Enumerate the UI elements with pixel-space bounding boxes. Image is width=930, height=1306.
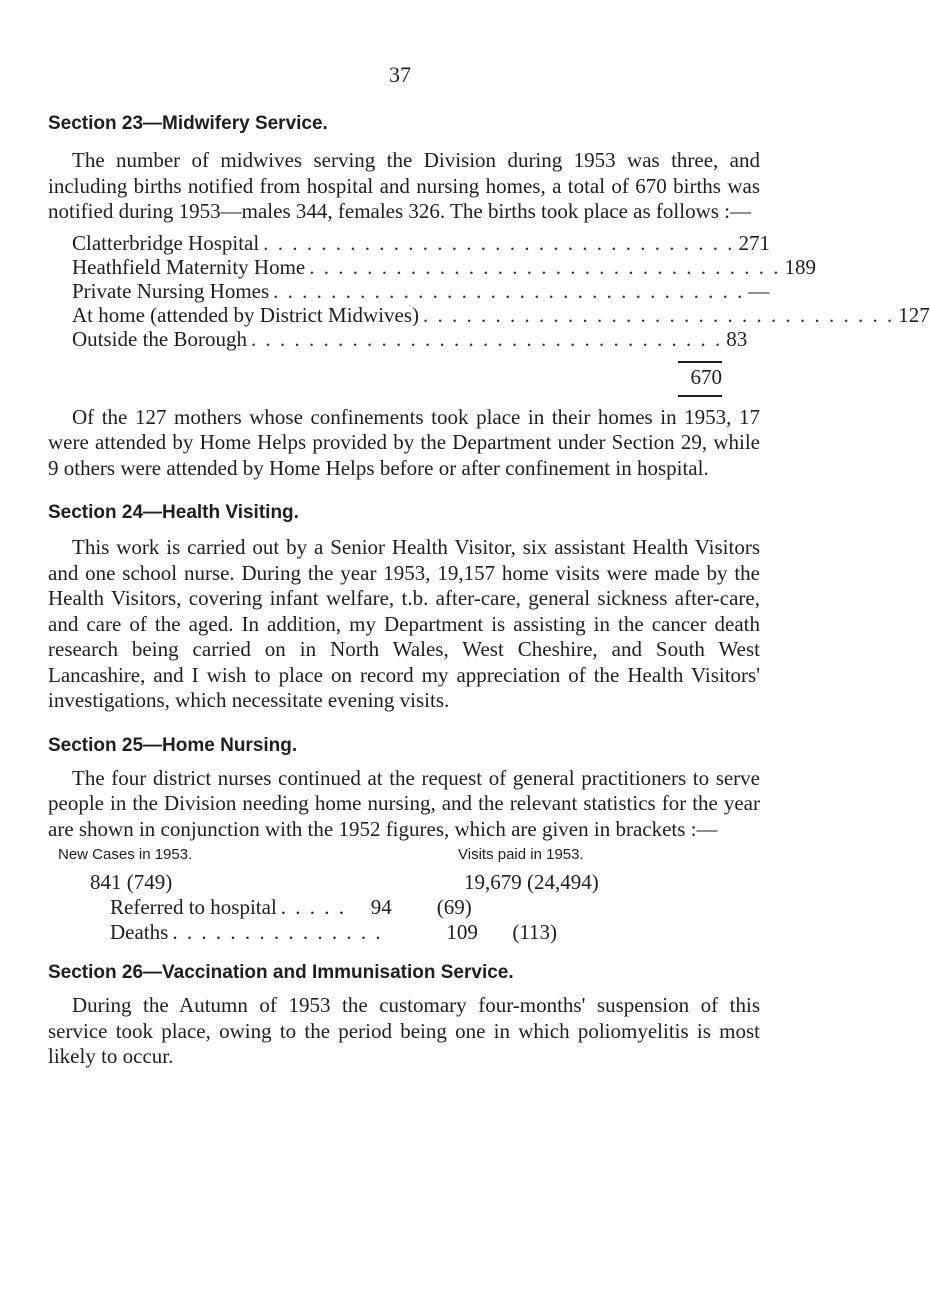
section-26-body: During the Autumn of 1953 the customary four-months' suspension of this service took place, owing to the period being one in which poliomyelitis is most likely to occur. [48, 993, 760, 1068]
births-count: 189 [784, 254, 817, 279]
births-row [72, 278, 770, 303]
section-23-followup: Of the 127 mothers whose confinements took place in their homes in 1953, 17 were attended by Home Helps provided by the Department under Section 29, while 9 others were attended by Home Helps before or after confinement in hospital. [48, 404, 760, 480]
page-number: 37 [389, 62, 411, 87]
leader-dots: . . . . . . . . . . . . . . . . . . . . . . . . . . . . . . . . . [309, 254, 781, 279]
leader-dots: . . . . . [280, 895, 347, 919]
births-place: Private Nursing Homes [72, 278, 270, 303]
col-new-cases-header: New Cases in 1953. [58, 846, 193, 863]
section-24-heading: Section 24—Health Visiting. [48, 502, 299, 523]
leader-dots: . . . . . . . . . . . . . . . [172, 920, 383, 944]
births-count: 271 [738, 230, 770, 255]
section-25-body: The four district nurses continued at the request of general practitioners to serve people in the Division needing home nursing, and the relevant statistics for the year are shown in conjunction with the 1952 figures, which are given in brackets :— [48, 765, 760, 841]
section-23-heading: Section 23—Midwifery Service. [48, 113, 328, 134]
section-25-heading: Section 25—Home Nursing. [48, 734, 298, 756]
nursing-value-1952: (113) [512, 920, 558, 944]
births-place: Outside the Borough [72, 326, 247, 351]
births-row [72, 302, 930, 327]
leader-dots: . . . . . . . . . . . . . . . . . . . . . . . . . . . . . . . . . [263, 230, 735, 255]
births-count: 127 [898, 302, 930, 327]
births-place: At home (attended by District Midwives) [72, 302, 420, 327]
births-place: Heathfield Maternity Home [72, 254, 306, 279]
new-cases-value: 841 (749) [90, 870, 173, 894]
births-total: 670 [690, 364, 722, 389]
leader-dots: . . . . . . . . . . . . . . . . . . . . . . . . . . . . . . . . . [273, 278, 745, 303]
nursing-row-cases [48, 870, 760, 895]
section-24-body: This work is carried out by a Senior Health Visitor, six assistant Health Visitors and one school nurse. During the year 1953, 19,157 home visits were made by the Health Visitors, covering infant welfare, t.b. after-care, general sickness after-care, and care of the aged. In addition, my Department is assisting in the cancer death research being carried on in North Wales, West Cheshire, and South West Lancashire, and I wish to place on record my appreciation of the Health Visitors' investigations, which necessitate evening visits. [48, 535, 760, 712]
births-row [72, 254, 817, 279]
births-count: 83 [726, 326, 748, 351]
nursing-table-header [58, 844, 738, 866]
nursing-table [48, 844, 760, 945]
nursing-row-deaths [48, 920, 760, 945]
nursing-row-referred [48, 895, 760, 920]
page-content [48, 110, 930, 1070]
nursing-value-1953: 109 [446, 920, 478, 944]
section-26-heading: Section 26—Vaccination and Immunisation Service. [48, 962, 514, 983]
nursing-label: Deaths [110, 920, 169, 944]
nursing-value-1952: (69) [436, 895, 472, 919]
births-count: — [748, 278, 770, 303]
nursing-value-1953: 94 [370, 895, 392, 919]
births-place: Clatterbridge Hospital [72, 230, 260, 255]
births-row [72, 326, 748, 351]
section-23-intro: The number of midwives serving the Division during 1953 was three, and including births notified from hospital and nursing homes, a total of 670 births was notified during 1953—males 344, females 326. The births took place as follows :— [48, 148, 760, 223]
births-table [72, 230, 930, 397]
leader-dots: . . . . . . . . . . . . . . . . . . . . . . . . . . . . . . . . . [423, 302, 895, 327]
col-visits-header: Visits paid in 1953. [458, 846, 584, 863]
leader-dots: . . . . . . . . . . . . . . . . . . . . . . . . . . . . . . . . . [250, 326, 723, 351]
births-row [72, 230, 770, 255]
nursing-label: Referred to hospital [110, 895, 277, 919]
visits-value: 19,679 (24,494) [464, 870, 599, 894]
